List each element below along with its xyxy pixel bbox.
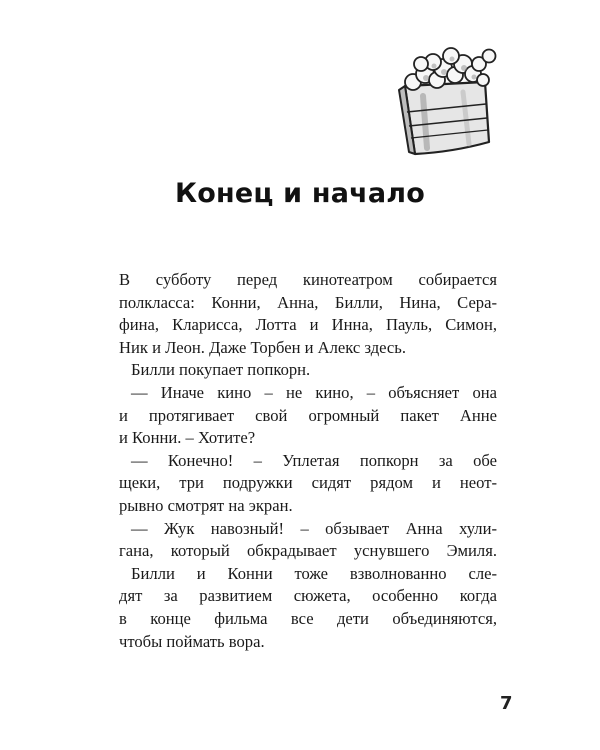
text-line: — Иначе кино – не кино, – объясняет она	[131, 382, 497, 402]
text-line: дят за развитием сюжета, особенно когда	[119, 586, 497, 606]
text-line: Ник и Леон. Даже Торбен и Алекс здесь.	[119, 337, 407, 357]
popcorn-bag-icon	[393, 42, 503, 160]
text-line: полкласса: Конни, Анна, Билли, Нина, Сера-	[119, 292, 497, 312]
text-line: чтобы поймать вора.	[119, 631, 265, 651]
text-line: фина, Кларисса, Лотта и Инна, Пауль, Симон,	[119, 315, 497, 335]
text-line: В субботу перед кинотеатром собирается	[119, 270, 497, 289]
chapter-body	[119, 269, 497, 653]
text-line: и протягивает свой огромный пакет Анне	[119, 405, 497, 425]
page-number: 7	[500, 693, 513, 714]
text-line: гана, который обкрадывает уснувшего Эмиля.	[119, 541, 497, 561]
text-line: и Конни. – Хотите?	[119, 428, 256, 448]
text-line: рывно смотрят на экран.	[119, 495, 293, 515]
text-line: — Конечно! – Уплетая попкорн за обе	[131, 450, 497, 470]
text-line: в конце фильма все дети объединяются,	[119, 608, 497, 628]
text-line: — Жук навозный! – обзывает Анна хули-	[131, 518, 497, 538]
text-line: щеки, три подружки сидят рядом и неот-	[119, 473, 497, 493]
text-line: Билли покупает попкорн.	[131, 360, 311, 380]
chapter-title: Конец и начало	[174, 178, 426, 209]
text-line: Билли и Конни тоже взволнованно сле-	[131, 563, 497, 583]
